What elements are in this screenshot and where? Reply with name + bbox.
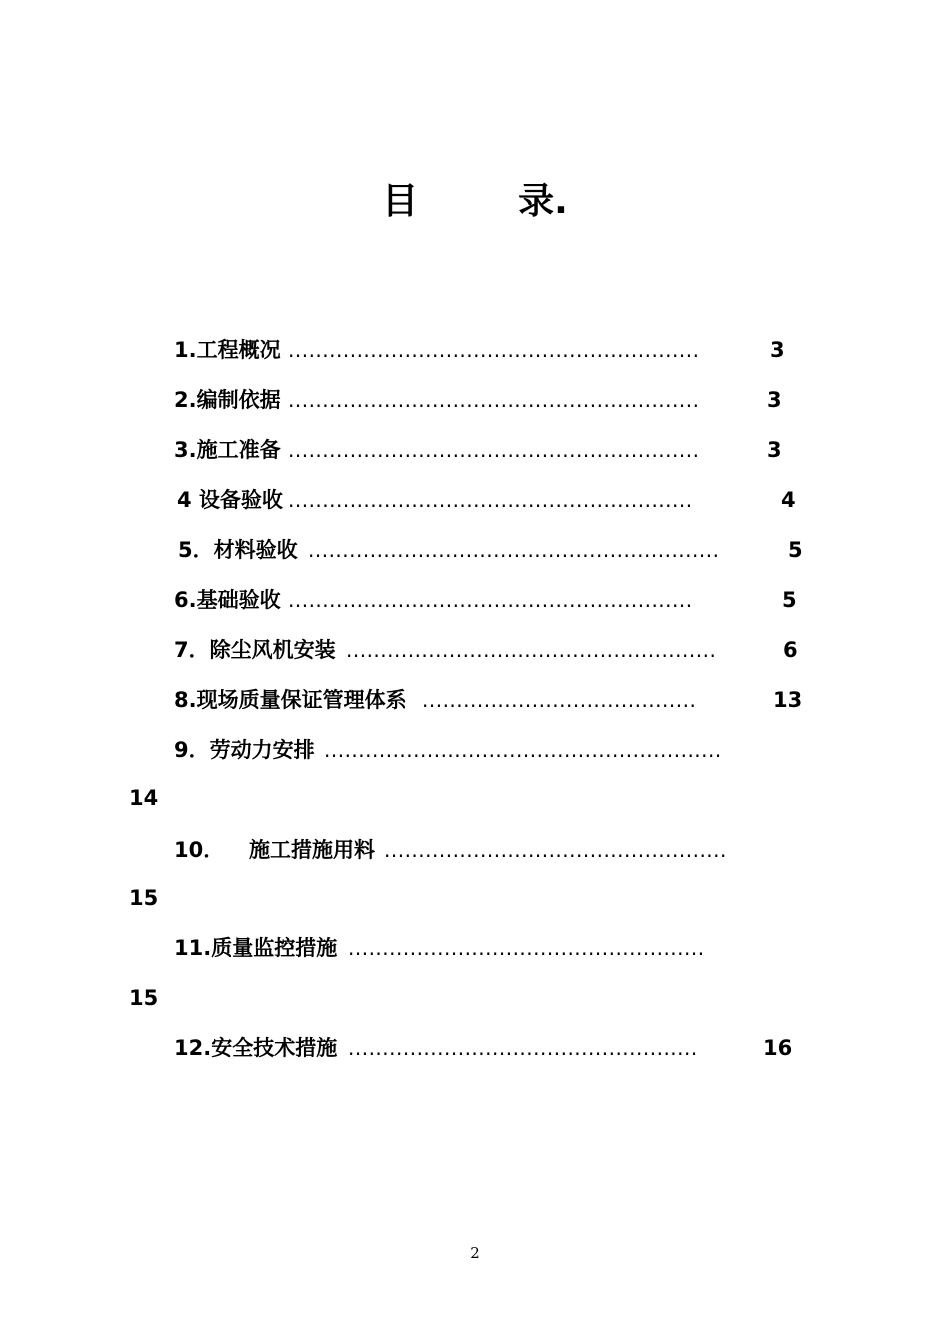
toc-entry[interactable] <box>0 684 950 716</box>
toc-entry[interactable] <box>0 484 950 516</box>
toc-label: 11.质量监控措施 <box>174 936 338 960</box>
toc-page: 5 <box>788 538 803 562</box>
toc-label: 5．材料验收 <box>178 538 298 562</box>
page-title <box>0 178 950 226</box>
toc-label-part2: 施工措施用料 <box>249 838 375 862</box>
toc-page: 4 <box>781 488 796 512</box>
toc-page: 3 <box>767 388 782 412</box>
toc-leader: ............................................................ <box>288 438 700 462</box>
toc-page: 3 <box>770 338 785 362</box>
toc-label: 9．劳动力安排 <box>174 738 315 762</box>
toc-page: 3 <box>767 438 782 462</box>
toc-page: 14 <box>129 786 159 810</box>
toc-entry-page-wrap <box>0 882 950 914</box>
toc-page: 13 <box>773 688 803 712</box>
toc-label: 10． <box>174 838 225 862</box>
toc-page: 15 <box>129 886 159 910</box>
toc-entry[interactable] <box>0 384 950 416</box>
toc-entry[interactable] <box>0 434 950 466</box>
toc-leader: ........................................................... <box>288 488 693 512</box>
toc-leader: .......................................................... <box>324 738 722 762</box>
toc-label: 2.编制依据 <box>174 388 281 412</box>
toc-page: 15 <box>129 986 159 1010</box>
toc-label: 8.现场质量保证管理体系 <box>174 688 407 712</box>
toc-leader: ........................................................... <box>288 588 693 612</box>
toc-leader: ................................................... <box>348 1036 698 1060</box>
toc-entry-page-wrap <box>0 782 950 814</box>
toc-leader: ...................................................... <box>346 638 717 662</box>
toc-page: 5 <box>782 588 797 612</box>
toc-leader: ........................................ <box>422 688 697 712</box>
toc-label: 7．除尘风机安装 <box>174 638 336 662</box>
toc-leader: ............................................................ <box>288 388 700 412</box>
toc-leader: .................................................. <box>384 838 727 862</box>
toc-entry[interactable] <box>0 834 950 866</box>
toc-label: 1.工程概况 <box>174 338 281 362</box>
toc-entry[interactable] <box>0 932 950 964</box>
toc-label: 12.安全技术措施 <box>174 1036 338 1060</box>
toc-entry[interactable] <box>0 734 950 766</box>
toc-entry-page-wrap <box>0 982 950 1014</box>
toc-page: 6 <box>783 638 798 662</box>
toc-entry[interactable] <box>0 584 950 616</box>
toc-entry[interactable] <box>0 1032 950 1064</box>
toc-label: 3.施工准备 <box>174 438 281 462</box>
toc-page: 16 <box>763 1036 793 1060</box>
title-char-2: 录. <box>518 181 568 222</box>
toc-entry[interactable] <box>0 534 950 566</box>
toc-entry[interactable] <box>0 634 950 666</box>
toc-leader: .................................................... <box>348 936 705 960</box>
title-char-1: 目 <box>382 181 419 222</box>
page-number: 2 <box>470 1244 480 1262</box>
toc-entry[interactable] <box>0 334 950 366</box>
toc-leader: ............................................................ <box>308 538 720 562</box>
toc-label: 6.基础验收 <box>174 588 281 612</box>
toc-label: 4 设备验收 <box>177 488 283 512</box>
toc-leader: ............................................................ <box>288 338 700 362</box>
